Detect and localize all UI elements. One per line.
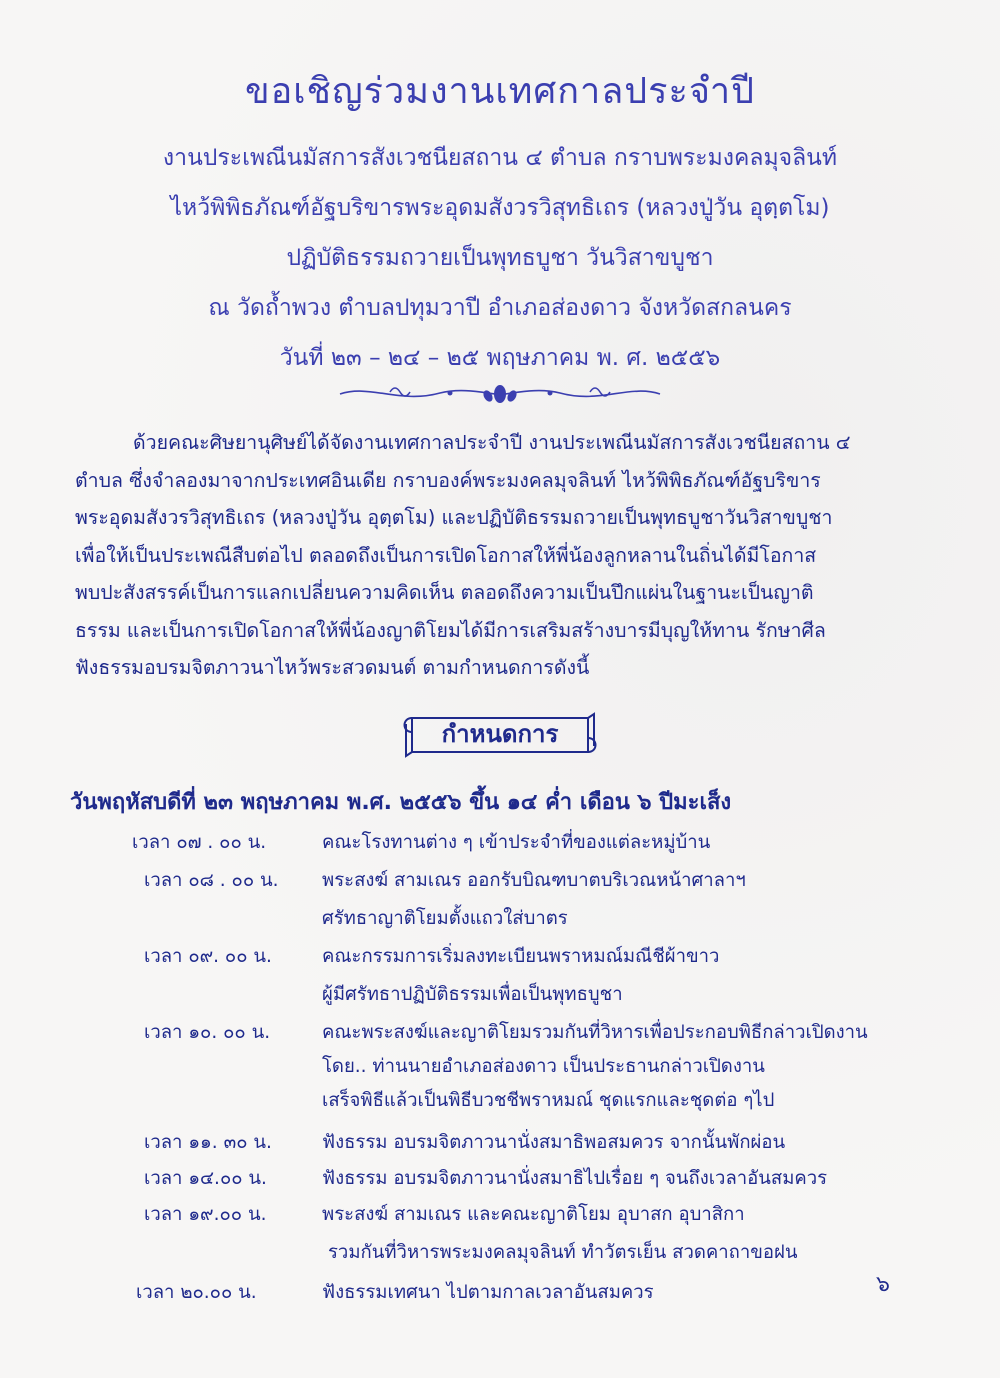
schedule-time-7: เวลา ๑๙.๐๐ น. — [144, 1204, 267, 1225]
schedule-time-8: เวลา ๒๐.๐๐ น. — [136, 1282, 257, 1303]
page-title: ขอเชิญร่วมงานเทศกาลประจำปี — [245, 71, 755, 112]
schedule-text-2-2: ศรัทธาญาติโยมตั้งแถวใส่บาตร — [322, 908, 568, 929]
page-number — [872, 1264, 908, 1300]
schedule-text-2-1: พระสงฆ์ สามเณร ออกรับบิณฑบาตบริเวณหน้าศาลาฯ — [322, 870, 746, 891]
schedule-text-4-1: คณะพระสงฆ์และญาติโยมรวมกันที่วิหารเพื่อประกอบพิธีกล่าวเปิดงาน — [322, 1022, 868, 1043]
intro-line-4: เพื่อให้เป็นประเพณีสืบต่อไป ตลอดถึงเป็นการเปิดโอกาสให้พี่น้องลูกหลานในถิ่นได้มีโอกาส — [75, 543, 817, 567]
schedule-text-5-1: ฟังธรรม อบรมจิตภาวนานั่งสมาธิพอสมควร จากนั้นพักผ่อน — [322, 1132, 786, 1153]
subtitle-line-1: งานประเพณีนมัสการสังเวชนียสถาน ๔ ตำบล กราบพระมงคลมุจลินท์ — [162, 145, 838, 171]
schedule-text-4-2: โดย.. ท่านนายอำเภอส่องดาว เป็นประธานกล่าวเปิดงาน — [322, 1056, 765, 1077]
subtitle-line-5: วันที่ ๒๓ – ๒๔ – ๒๕ พฤษภาคม พ. ศ. ๒๕๕๖ — [279, 345, 721, 371]
intro-line-6: ธรรม และเป็นการเปิดโอกาสให้พี่น้องญาติโยมได้มีการเสริมสร้างบารมีบุญให้ทาน รักษาศีล — [75, 618, 826, 642]
schedule-time-3: เวลา ๐๙. ๐๐ น. — [144, 946, 272, 967]
schedule-time-2: เวลา ๐๘ . ๐๐ น. — [144, 870, 279, 891]
subtitle-line-3: ปฏิบัติธรรมถวายเป็นพุทธบูชา วันวิสาขบูชา — [286, 245, 714, 271]
schedule-text-3-1: คณะกรรมการเริ่มลงทะเบียนพราหมณ์มณีชีผ้าขาว — [322, 946, 720, 967]
schedule-time-5: เวลา ๑๑. ๓๐ น. — [144, 1132, 272, 1153]
schedule-text-1-1: คณะโรงทานต่าง ๆ เข้าประจำที่ของแต่ละหมู่บ้าน — [322, 832, 711, 853]
schedule-text-3-2: ผู้มีศรัทธาปฏิบัติธรรมเพื่อเป็นพุทธบูชา — [322, 984, 623, 1005]
page-number-text: ๖ — [876, 1272, 890, 1297]
day-heading: วันพฤหัสบดีที่ ๒๓ พฤษภาคม พ.ศ. ๒๕๕๖ ขึ้น ๑๔ ค่ำ เดือน ๖ ปีมะเส็ง — [70, 790, 732, 815]
schedule-banner-label: กำหนดการ — [441, 720, 559, 748]
intro-line-5: พบปะสังสรรค์เป็นการแลกเปลี่ยนความคิดเห็น ตลอดถึงความเป็นปึกแผ่นในฐานะเป็นญาติ — [75, 581, 814, 604]
schedule-time-4: เวลา ๑๐. ๐๐ น. — [144, 1022, 271, 1043]
intro-line-1: ด้วยคณะศิษยานุศิษย์ได้จัดงานเทศกาลประจำปี งานประเพณีนมัสการสังเวชนียสถาน ๔ — [133, 431, 851, 454]
schedule-text-7-1: พระสงฆ์ สามเณร และคณะญาติโยม อุบาสก อุบาสิกา — [322, 1204, 745, 1225]
schedule-time-6: เวลา ๑๔.๐๐ น. — [144, 1168, 267, 1189]
schedule-text-8-1: ฟังธรรมเทศนา ไปตามกาลเวลาอันสมควร — [322, 1282, 654, 1303]
intro-line-2: ตำบล ซึ่งจำลองมาจากประเทศอินเดีย กราบองค์พระมงคลมุจลินท์ ไหว้พิพิธภัณฑ์อัฐบริขาร — [75, 468, 821, 492]
schedule-text-4-3: เสร็จพิธีแล้วเป็นพิธีบวชชีพราหมณ์ ชุดแรกและชุดต่อ ๆไป — [322, 1090, 775, 1111]
schedule-text-7-2: รวมกันที่วิหารพระมงคลมุจลินท์ ทำวัตรเย็น สวดคาถาขอฝน — [328, 1242, 798, 1263]
intro-line-7: ฟังธรรมอบรมจิตภาวนาไหว้พระสวดมนต์ ตามกำหนดการดังนี้ — [75, 656, 590, 679]
schedule-text-6-1: ฟังธรรม อบรมจิตภาวนานั่งสมาธิไปเรื่อย ๆ จนถึงเวลาอันสมควร — [322, 1168, 828, 1189]
schedule-time-1: เวลา ๐๗ . ๐๐ น. — [132, 832, 267, 853]
subtitle-line-2: ไหว้พิพิธภัณฑ์อัฐบริขารพระอุดมสังวรวิสุทธิเถร (หลวงปู่วัน อุตฺตโม) — [170, 195, 830, 221]
intro-line-3: พระอุดมสังวรวิสุทธิเถร (หลวงปู่วัน อุตฺตโม) และปฏิบัติธรรมถวายเป็นพุทธบูชาวันวิสาขบูชา — [75, 506, 833, 529]
subtitle-line-4: ณ วัดถ้ำพวง ตำบลปทุมวาปี อำเภอส่องดาว จังหวัดสกลนคร — [208, 295, 792, 321]
